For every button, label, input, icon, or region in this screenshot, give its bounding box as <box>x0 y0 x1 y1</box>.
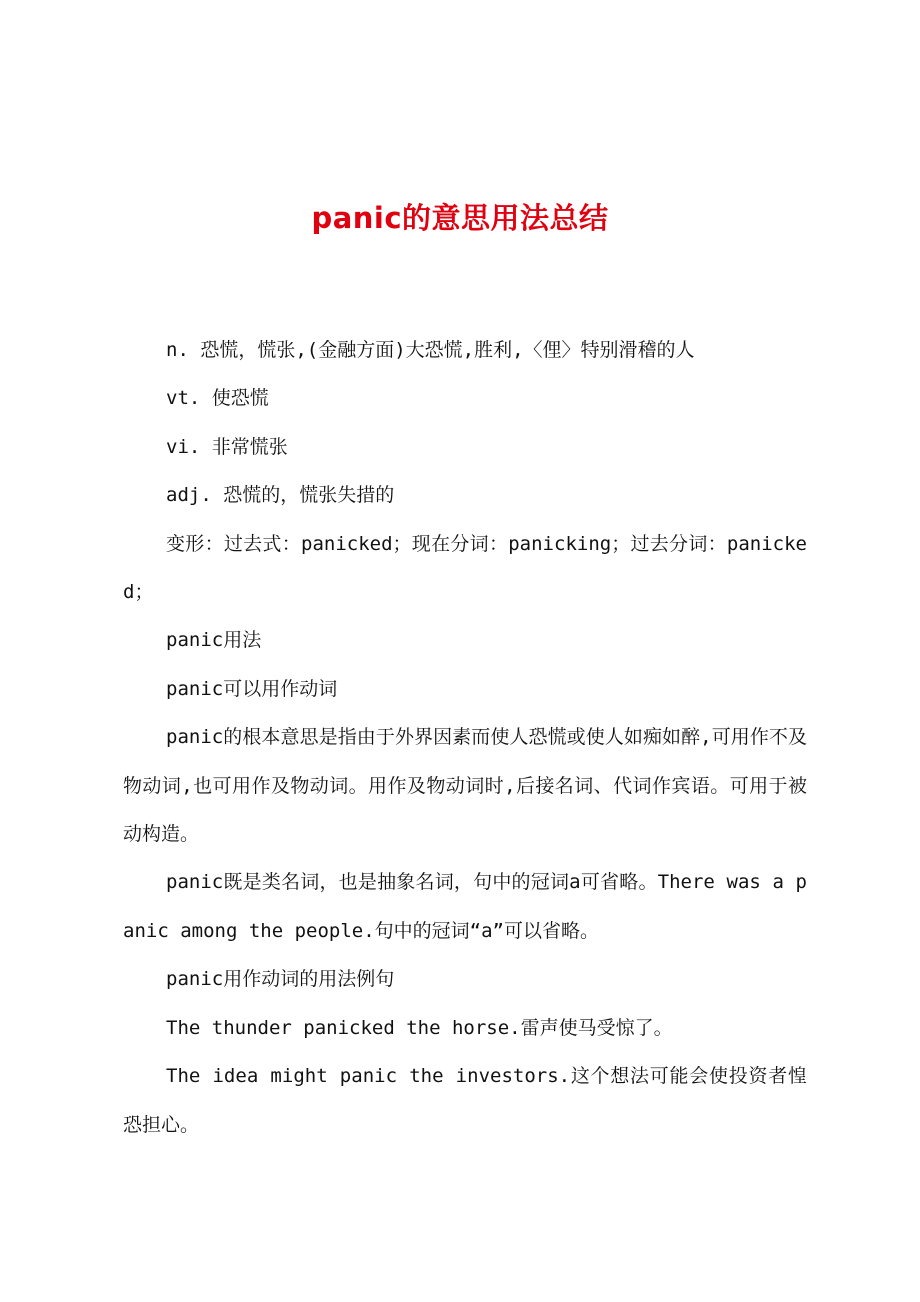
paragraph: 变形：过去式：panicked；现在分词：panicking；过去分词：panicked； <box>123 532 807 604</box>
paragraph: vt. 使恐慌 <box>166 387 269 410</box>
paragraph: panic用作动词的用法例句 <box>166 968 395 991</box>
document-title: panic的意思用法总结 <box>311 201 609 235</box>
paragraph: adj. 恐慌的，慌张失措的 <box>166 484 395 507</box>
paragraph: vi. 非常慌张 <box>166 435 288 458</box>
paragraph: n. 恐慌，慌张,(金融方面)大恐慌,胜利,〈俚〉特别滑稽的人 <box>166 339 695 361</box>
paragraph: panic用法 <box>166 629 262 652</box>
paragraph: The thunder panicked the horse.雷声使马受惊了。 <box>166 1016 673 1039</box>
paragraph: panic的根本意思是指由于外界因素而使人恐慌或使人如痴如醉,可用作不及物动词,也可用作及物动词。用作及物动词时,后接名词、代词作宾语。可用于被动构造。 <box>123 726 807 846</box>
document-body <box>123 326 807 1149</box>
paragraph: The idea might panic the investors.这个想法可能会使投资者惶恐担心。 <box>123 1065 807 1136</box>
paragraph: panic可以用作动词 <box>166 677 338 700</box>
paragraph: panic既是类名词，也是抽象名词，句中的冠词a可省略。There was a panic among the people.句中的冠词“a”可以省略。 <box>123 871 807 942</box>
